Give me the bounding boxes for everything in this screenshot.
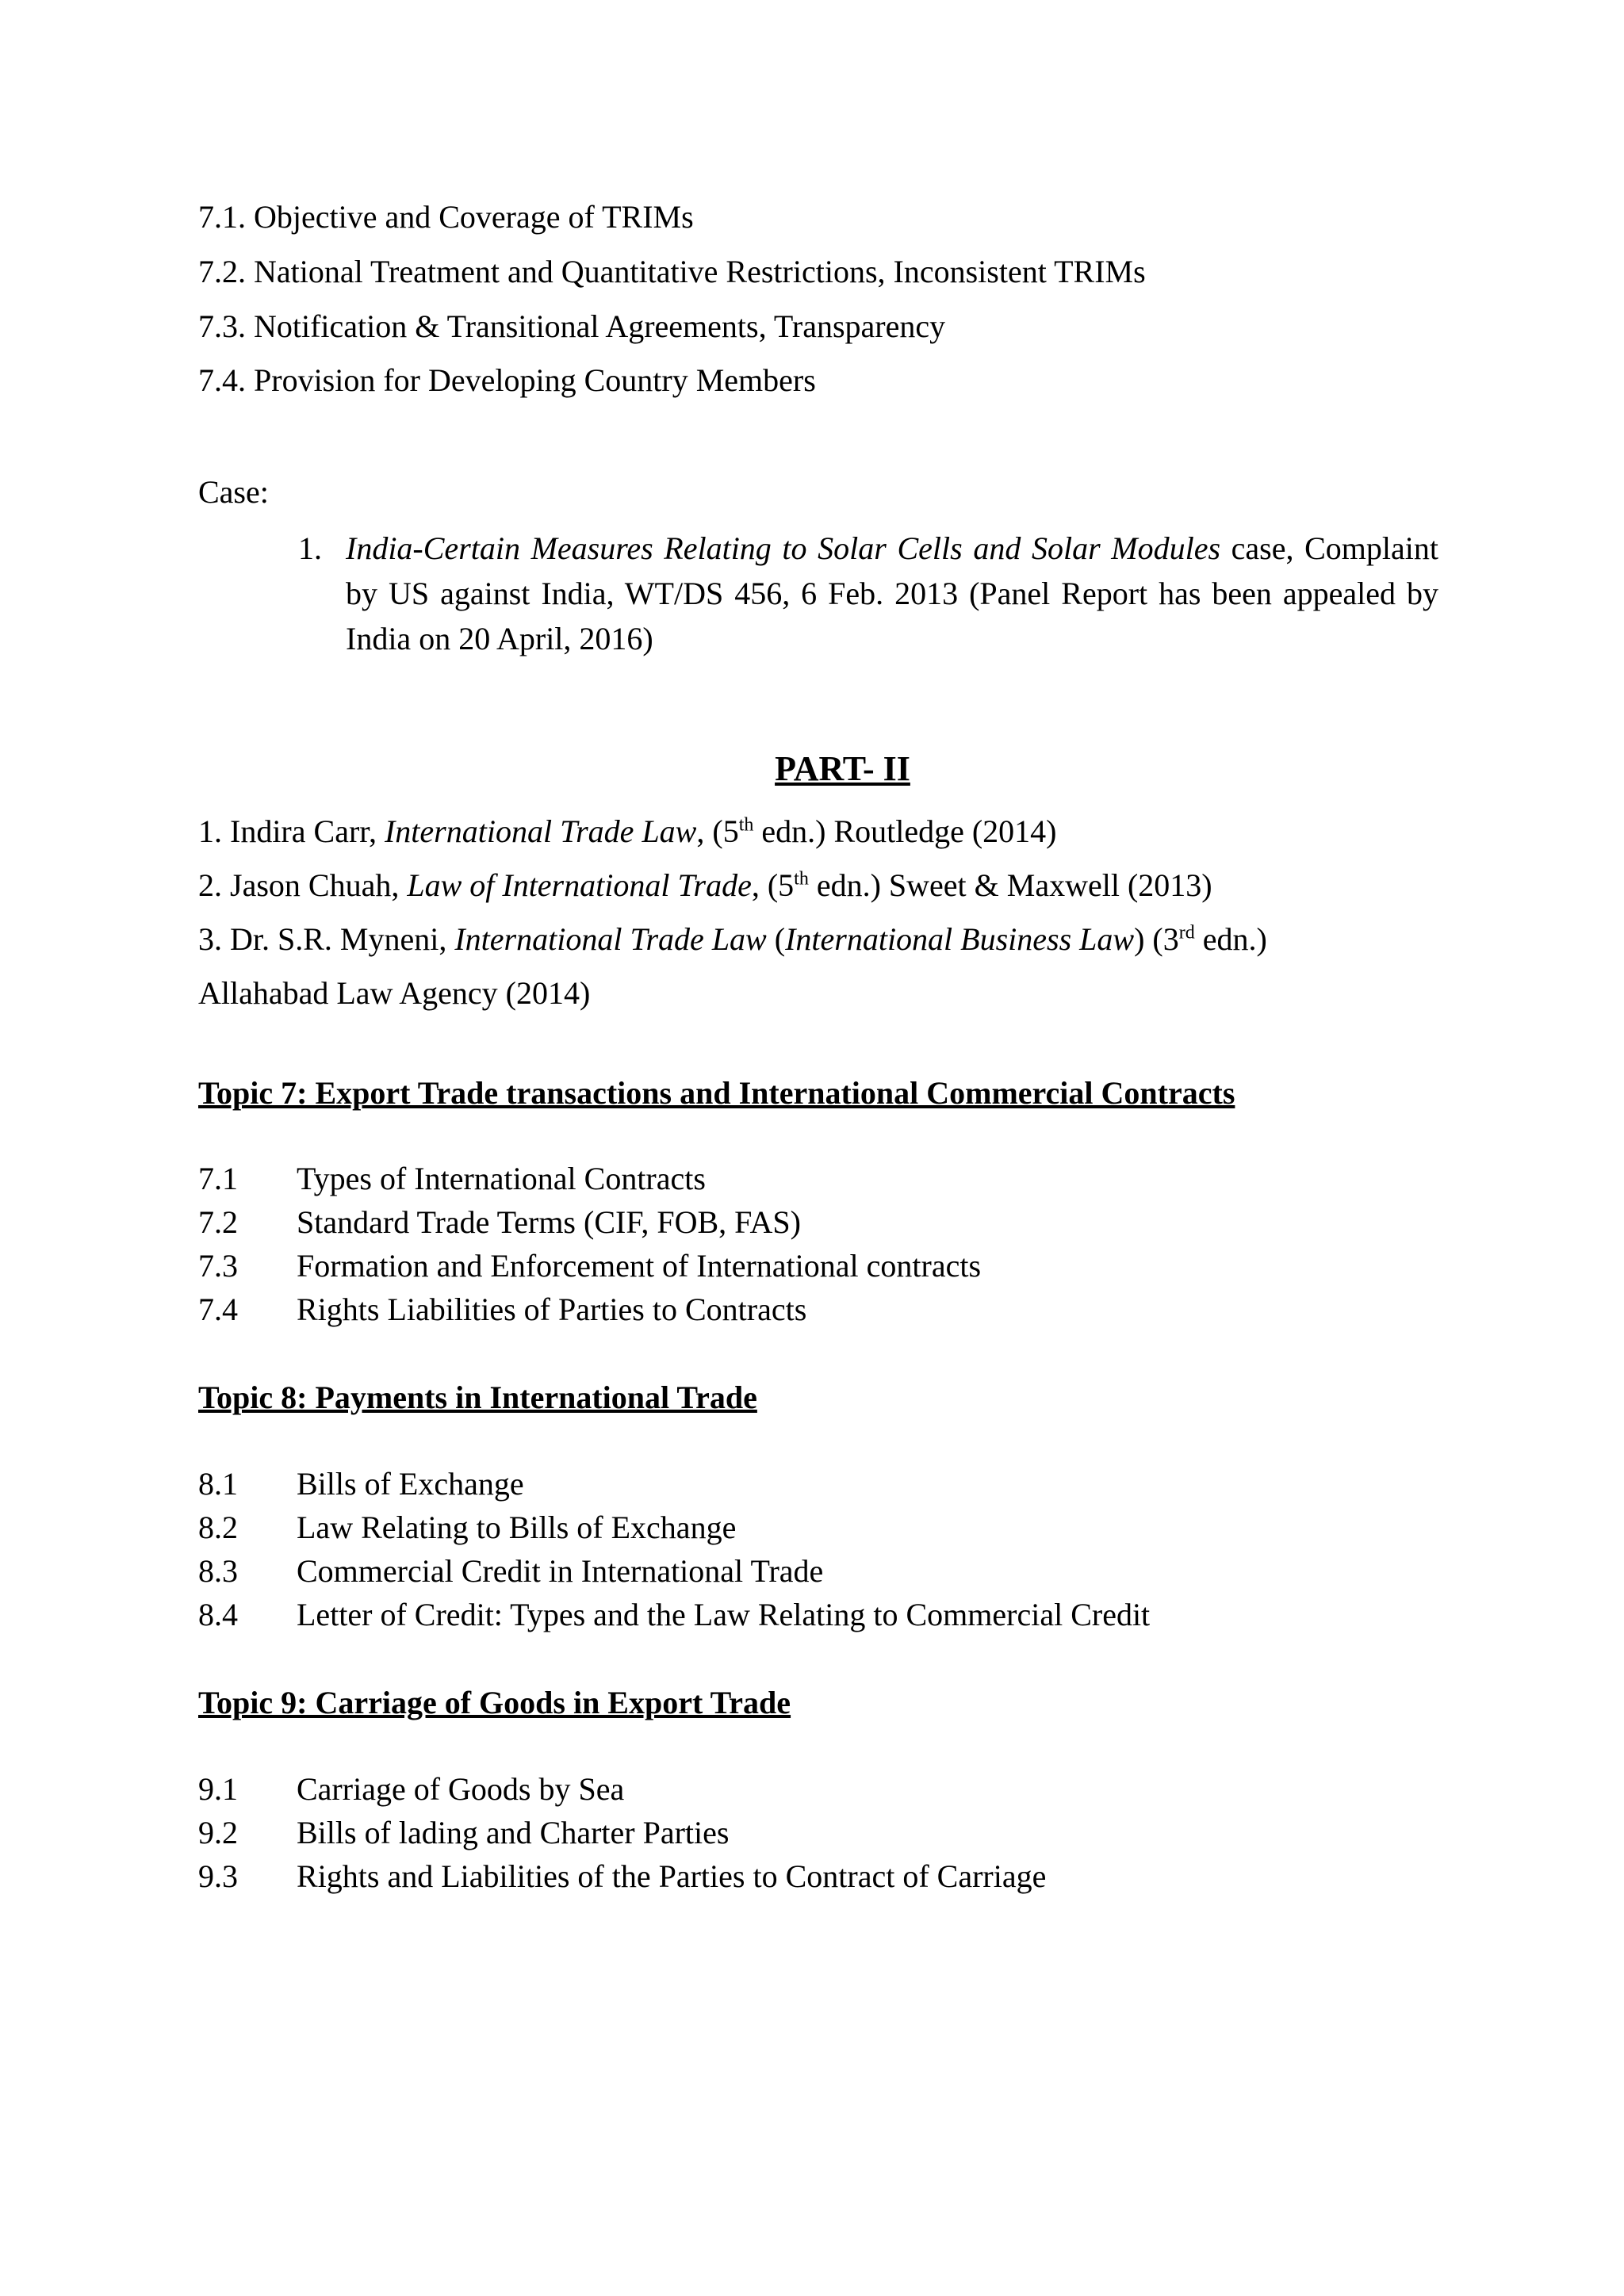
topic-9-heading: Topic 9: Carriage of Goods in Export Trade [198, 1685, 791, 1720]
reading-3: 3. Dr. S.R. Myneni, International Trade Law (International Business Law) (3rd edn.) [198, 921, 1267, 957]
reading-1: 1. Indira Carr, International Trade Law, (5th edn.) Routledge (2014) [198, 813, 1057, 849]
trims-item-7-2: 7.2. National Treatment and Quantitative Restrictions, Inconsistent TRIMs [198, 254, 1146, 289]
topic-7-item: 7.2 Standard Trade Terms (CIF, FOB, FAS) [198, 1204, 801, 1240]
case-label: Case: [198, 474, 269, 510]
reading-2: 2. Jason Chuah, Law of International Trade, (5th edn.) Sweet & Maxwell (2013) [198, 867, 1212, 903]
topic-8-item: 8.4 Letter of Credit: Types and the Law Relating to Commercial Credit [198, 1597, 1151, 1632]
topic-9-item: 9.3 Rights and Liabilities of the Parties to Contract of Carriage [198, 1858, 1047, 1894]
topic-8-item: 8.2 Law Relating to Bills of Exchange [198, 1510, 737, 1545]
case-number: 1. [298, 530, 322, 566]
topic-7-item: 7.1 Types of International Contracts [198, 1161, 706, 1196]
reading-3-continued: Allahabad Law Agency (2014) [198, 975, 591, 1011]
topic-8-heading: Topic 8: Payments in International Trade [198, 1380, 757, 1415]
topic-8-item: 8.1 Bills of Exchange [198, 1466, 524, 1502]
topic-7-heading: Topic 7: Export Trade transactions and International Commercial Contracts [198, 1075, 1235, 1111]
part-heading: PART- II [775, 749, 910, 788]
case-rest: case, Complaint by US against India, WT/DS 456, 6 Feb. 2013 (Panel Report has been appealed by India on 20 April, 2016) [346, 530, 1438, 656]
case-description [346, 526, 1438, 661]
topic-9-item: 9.2 Bills of lading and Charter Parties [198, 1815, 730, 1850]
topic-7-item: 7.4 Rights Liabilities of Parties to Contracts [198, 1292, 807, 1327]
trims-item-7-3: 7.3. Notification & Transitional Agreements, Transparency [198, 308, 946, 344]
trims-item-7-1: 7.1. Objective and Coverage of TRIMs [198, 199, 694, 235]
topic-7-item: 7.3 Formation and Enforcement of International contracts [198, 1248, 982, 1284]
topic-9-item: 9.1 Carriage of Goods by Sea [198, 1771, 625, 1807]
case-title: India-Certain Measures Relating to Solar Cells and Solar Modules [346, 530, 1221, 566]
topic-8-item: 8.3 Commercial Credit in International Trade [198, 1553, 824, 1589]
trims-item-7-4: 7.4. Provision for Developing Country Members [198, 362, 816, 398]
